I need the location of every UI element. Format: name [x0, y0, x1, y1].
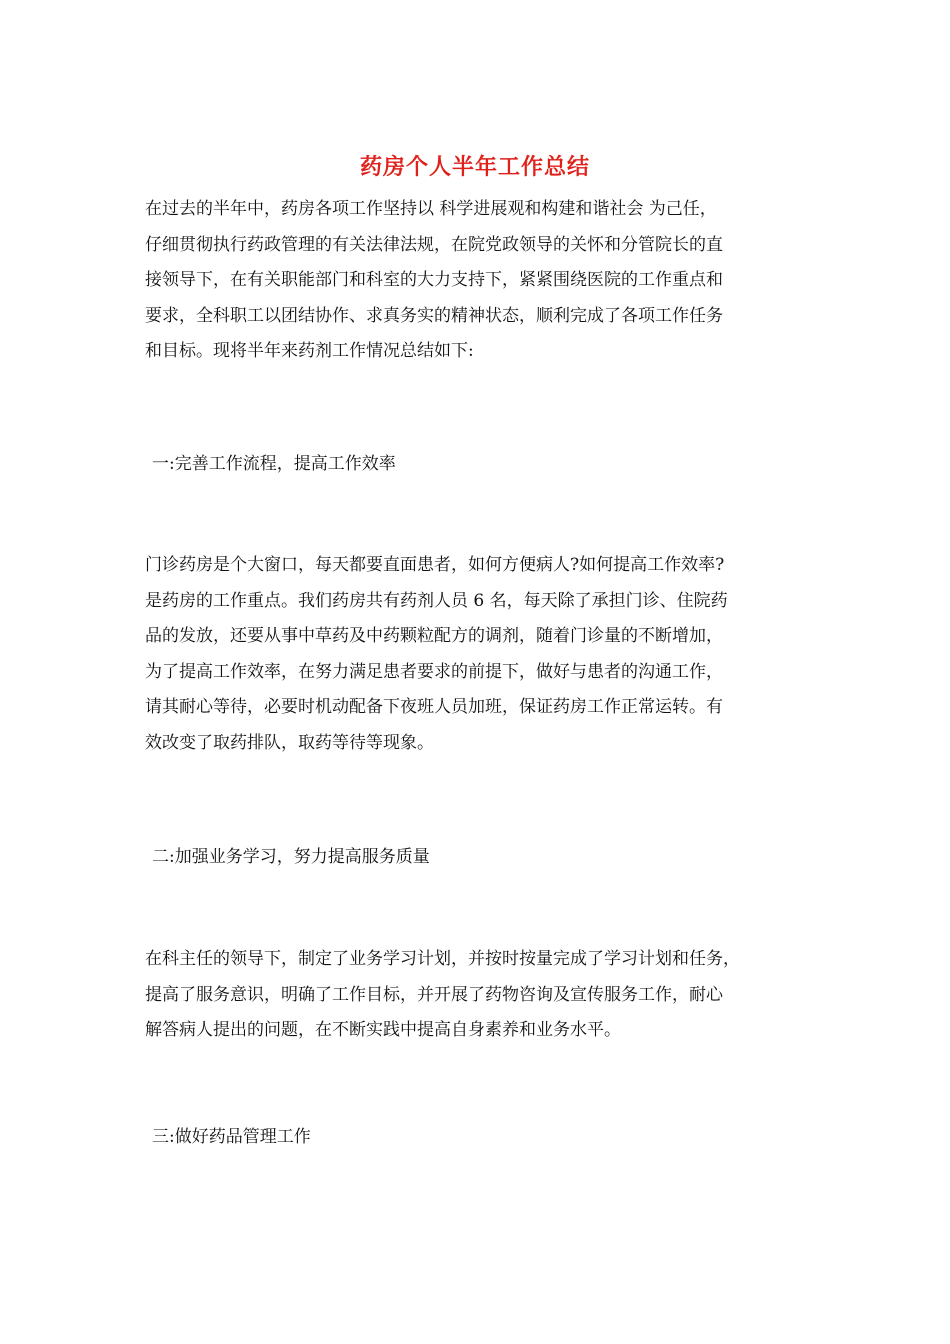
intro-line: 接领导下，在有关职能部门和科室的大力支持下，紧紧围绕医院的工作重点和: [145, 270, 723, 290]
paragraph-line: 是药房的工作重点。我们药房共有药剂人员 6 名，每天除了承担门诊、住院药: [145, 590, 728, 611]
paragraph-line: 提高了服务意识，明确了工作目标，并开展了药物咨询及宣传服务工作，耐心: [145, 984, 723, 1005]
document-title: 药房个人半年工作总结: [359, 154, 590, 180]
section-heading-2: 二:加强业务学习，努力提高服务质量: [152, 847, 430, 867]
paragraph-line: 为了提高工作效率，在努力满足患者要求的前提下，做好与患者的沟通工作，: [145, 661, 723, 682]
paragraph-line: 解答病人提出的问题，在不断实践中提高自身素养和业务水平。: [145, 1020, 621, 1040]
paragraph-line: 效改变了取药排队，取药等待等现象。: [145, 732, 434, 753]
section-heading-1: 一:完善工作流程，提高工作效率: [152, 454, 396, 474]
paragraph-line: 请其耐心等待，必要时机动配备下夜班人员加班，保证药房工作正常运转。有: [145, 697, 723, 717]
intro-paragraph: [145, 192, 805, 370]
section-heading-3: 三:做好药品管理工作: [152, 1127, 311, 1147]
section-1-paragraph: [145, 548, 805, 761]
intro-line: 和目标。现将半年来药剂工作情况总结如下:: [145, 341, 474, 361]
paragraph-line: 门诊药房是个大窗口，每天都要直面患者，如何方便病人?如何提高工作效率?: [145, 555, 725, 575]
paragraph-line: 在科主任的领导下，制定了业务学习计划，并按时按量完成了学习计划和任务，: [145, 949, 740, 969]
intro-line: 在过去的半年中，药房各项工作坚持以 科学进展观和构建和谐社会 为己任，: [145, 199, 717, 219]
paragraph-line: 品的发放，还要从事中草药及中药颗粒配方的调剂，随着门诊量的不断增加，: [145, 626, 723, 646]
intro-line: 仔细贯彻执行药政管理的有关法律法规，在院党政领导的关怀和分管院长的直: [145, 234, 723, 255]
intro-line: 要求，全科职工以团结协作、求真务实的精神状态，顺利完成了各项工作任务: [145, 305, 723, 326]
section-2-paragraph: [145, 942, 805, 1049]
